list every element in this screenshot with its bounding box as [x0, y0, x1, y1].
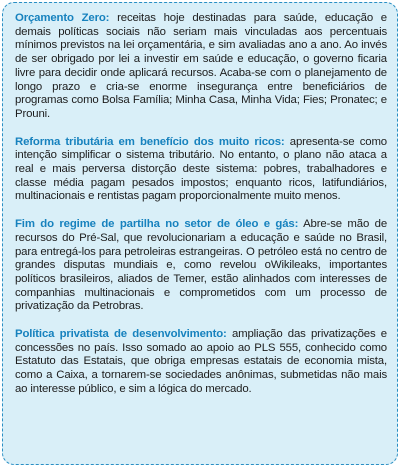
section-fim-regime-partilha [15, 218, 387, 314]
section-body: Abre-se mão de recursos do Pré-Sal, que revolucionariam a educação e saúde no Brasil, para entregá-los para petroleiras estrangeiras. O petróleo está no centro de grandes disputas mundiais e, como revelou oWikileaks, importantes políticos brasileiros, aliados de Temer, estão alinhados com interesses de companhias multinacionais e comprometidos com um processo de privatização da Petrobras. [15, 218, 388, 313]
section-heading: Fim do regime de partilha no setor de óleo e gás: [15, 218, 299, 231]
section-body: apresenta-se como intenção simplificar o sistema tributário. No entanto, o plano não ataca a real e mais perversa distorção deste sistema: pobres, trabalhadores e classe média pagam pesados impostos; enquanto ricos, latifundiários, multinacionais e rentistas pagam proporcionalmente muito menos. [15, 135, 387, 203]
section-body: receitas hoje destinadas para saúde, educação e demais políticas sociais não seriam mais vinculadas aos percentuais mínimos previstos na lei orçamentária, e sim avaliadas ano a ano. Ao invés de ser obrigado por lei a investir em saúde e educação, o governo ficaria livre para decidir onde aplicará recursos. Acaba-se com o planejamento de longo prazo e cria-se enorme insegurança entre beneficiários de programas como Bolsa Família; Minha Casa, Minha Vida; Fies; Pronatec; e Prouni. [15, 12, 387, 120]
info-box [2, 2, 398, 465]
section-heading: Reforma tributária em benefício dos muito ricos: [15, 135, 285, 148]
section-body: ampliação das privatizações e concessões no país. Isso somado ao apoio ao PLS 555, conhecido como Estatuto das Estatais, que obriga empresas estatais de economia mista, como a Caixa, a tornarem-se sociedades anônimas, submetidas não mais ao interesse público, e sim a lógica do mercado. [15, 328, 387, 395]
section-orcamento-zero [15, 12, 387, 122]
section-heading: Política privatista de desenvolvimento: [15, 328, 227, 341]
section-heading: Orçamento Zero: [15, 12, 110, 24]
section-reforma-tributaria [15, 136, 387, 205]
section-politica-privatista [15, 328, 387, 397]
